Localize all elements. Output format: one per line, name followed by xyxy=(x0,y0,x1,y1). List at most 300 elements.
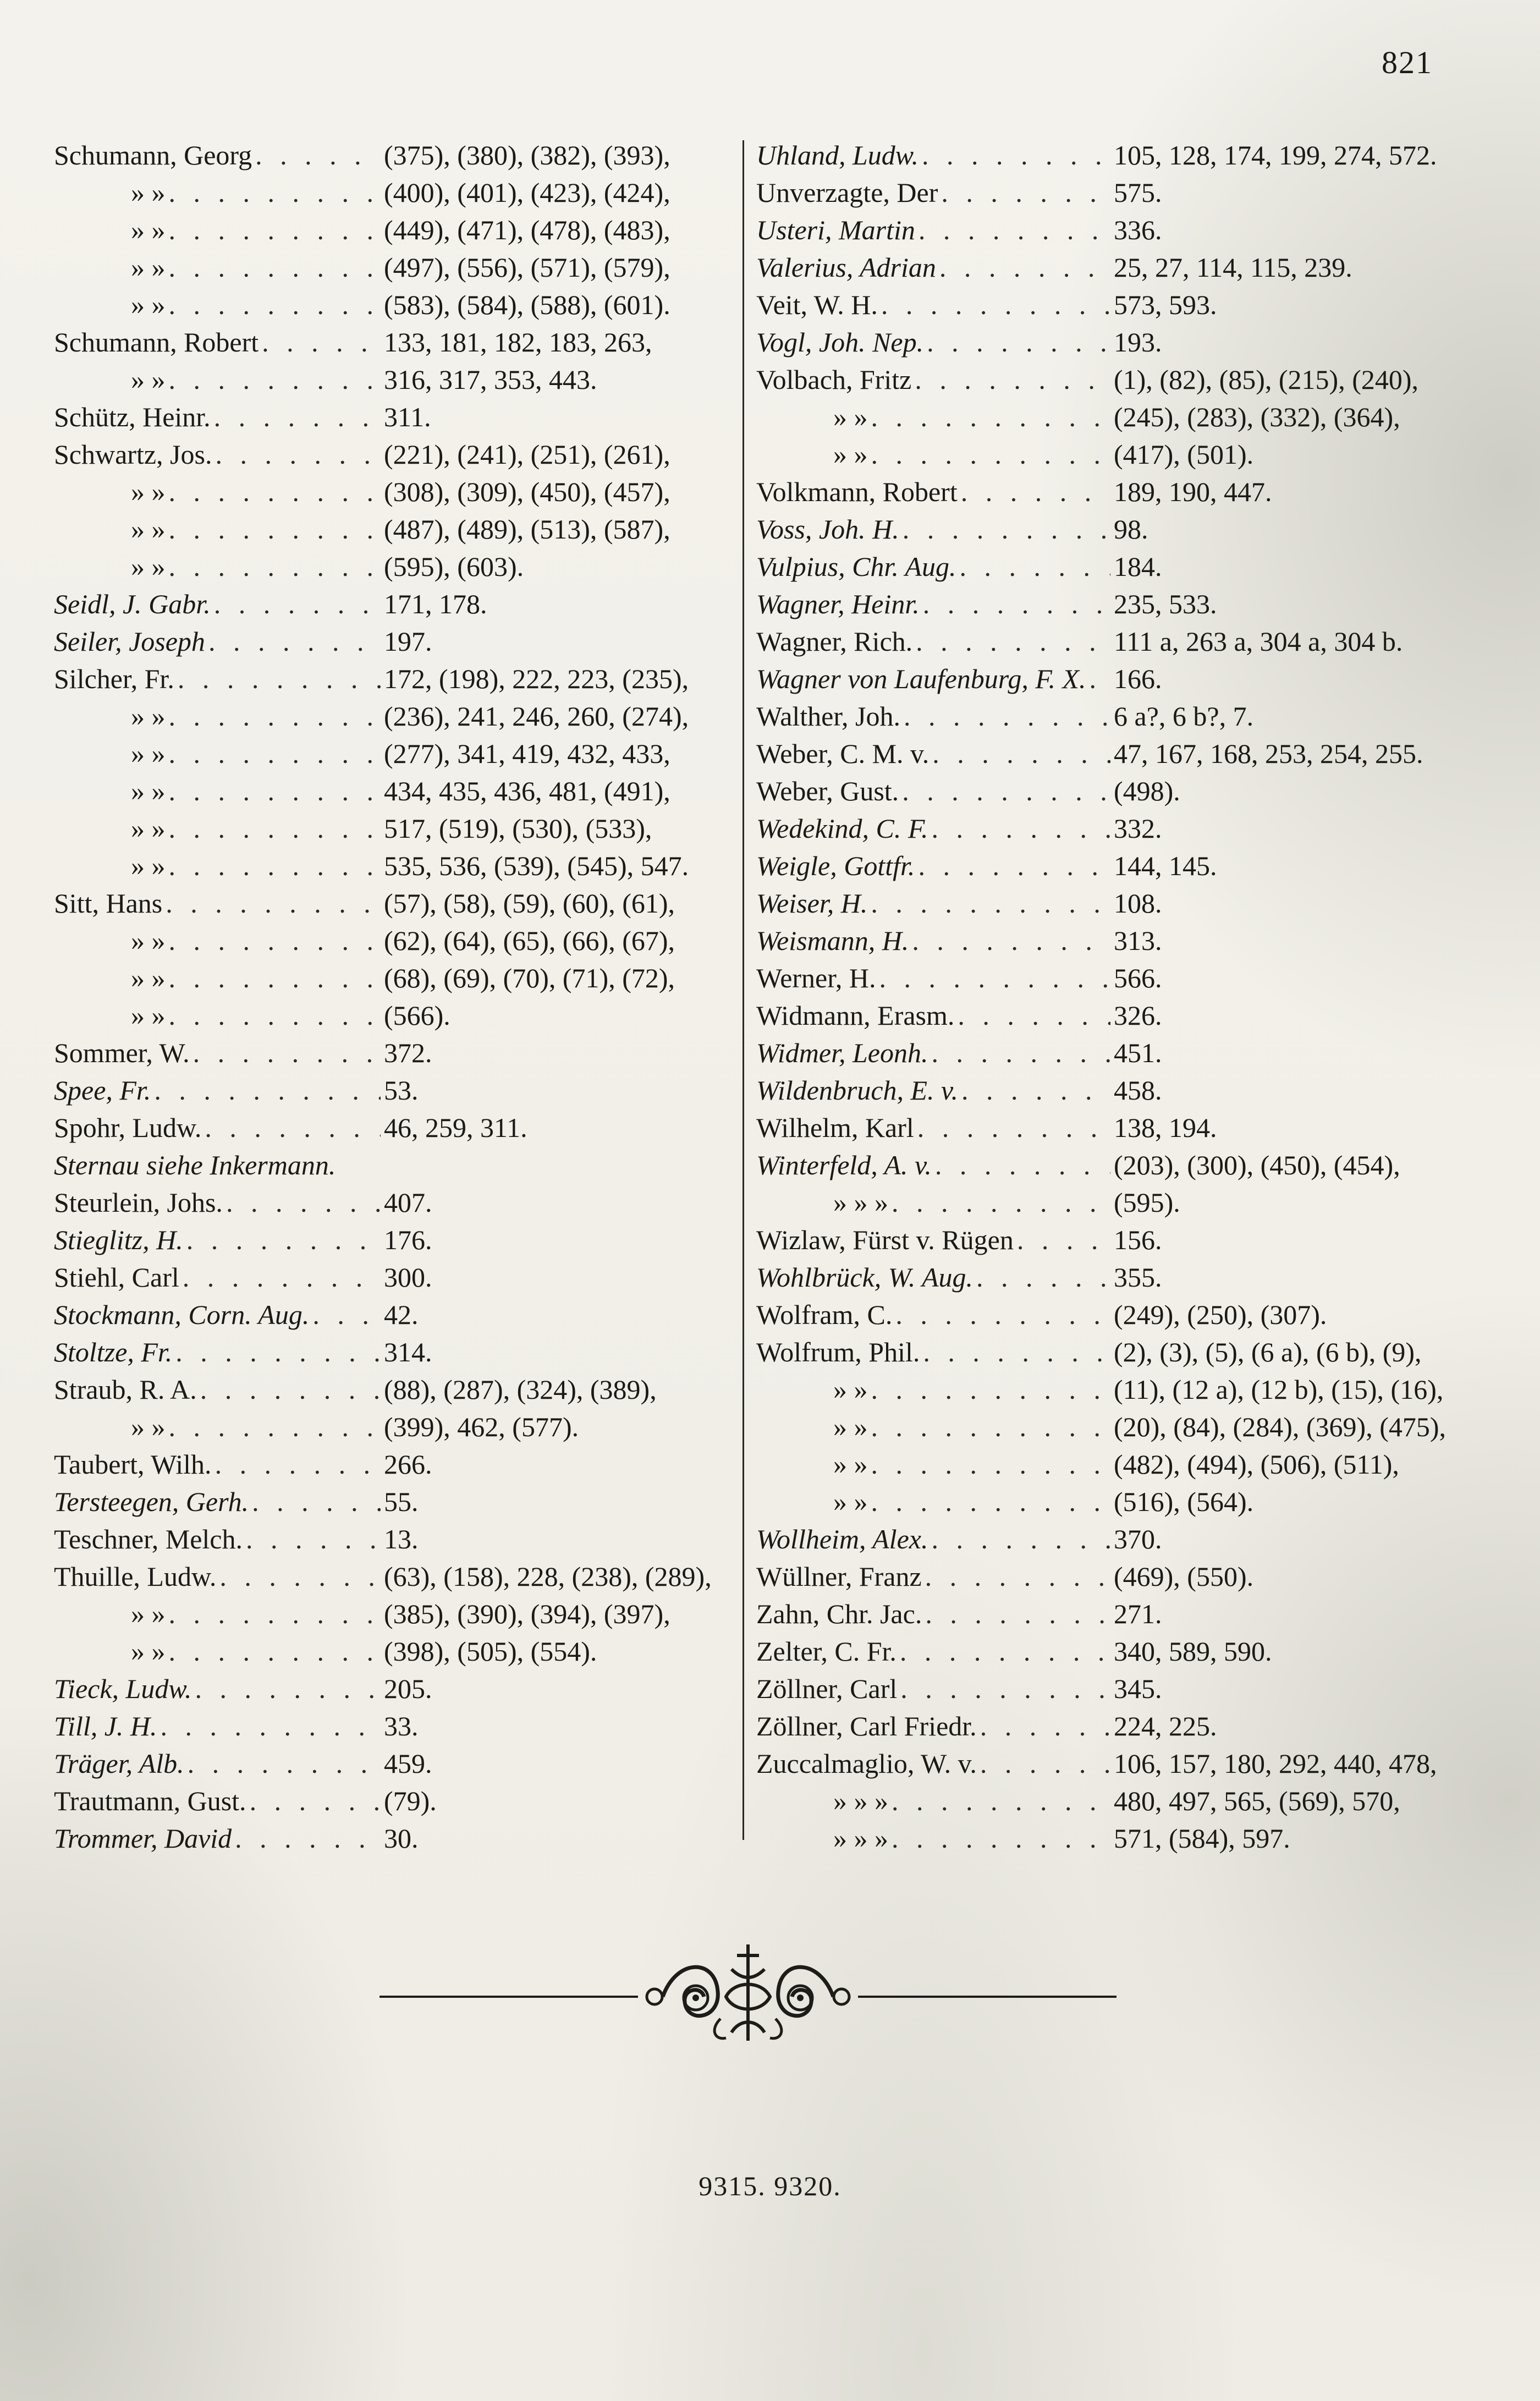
page-references: 326. xyxy=(1114,1000,1162,1031)
index-entry xyxy=(756,136,1466,174)
composer-name: Zahn, Chr. Jac. xyxy=(756,1598,922,1629)
dot-leader xyxy=(205,1109,381,1146)
dot-leader xyxy=(900,1633,1110,1670)
dot-leader xyxy=(169,922,381,959)
ditto-mark: » » xyxy=(131,177,166,208)
ditto-mark: » » xyxy=(131,1000,166,1031)
composer-name: Sternau siehe Inkermann. xyxy=(54,1150,336,1180)
index-entry xyxy=(54,436,736,473)
index-entry xyxy=(756,436,1466,473)
composer-name: Stieglitz, H. xyxy=(54,1224,183,1255)
index-entry xyxy=(54,922,736,959)
ditto-mark: » » xyxy=(833,402,868,432)
dot-leader xyxy=(312,1296,381,1333)
dot-leader xyxy=(169,1633,381,1670)
composer-name: Uhland, Ludw. xyxy=(756,140,919,171)
composer-name: Spee, Fr. xyxy=(54,1075,151,1106)
composer-name: Stoltze, Fr. xyxy=(54,1337,173,1367)
index-entry xyxy=(756,847,1466,884)
composer-name: Wüllner, Franz xyxy=(756,1561,922,1592)
composer-name: Tieck, Ludw. xyxy=(54,1673,192,1704)
page-references: 314. xyxy=(384,1337,432,1367)
index-entry xyxy=(756,1146,1466,1184)
page-references: 30. xyxy=(384,1823,419,1854)
page-references: 171, 178. xyxy=(384,589,487,619)
index-entry xyxy=(54,1109,736,1146)
index-entry xyxy=(756,1820,1466,1857)
index-entry xyxy=(756,1670,1466,1707)
index-entry xyxy=(54,136,736,174)
index-entry xyxy=(54,585,736,623)
index-column-left xyxy=(54,136,736,1857)
dot-leader xyxy=(916,623,1110,660)
dot-leader xyxy=(923,585,1110,623)
index-entry xyxy=(54,473,736,510)
composer-name: Trommer, David xyxy=(54,1823,232,1854)
index-entry xyxy=(54,1296,736,1333)
dot-leader xyxy=(871,1446,1111,1483)
index-entry xyxy=(756,810,1466,847)
composer-name: Straub, R. A. xyxy=(54,1374,197,1405)
dot-leader xyxy=(912,922,1110,959)
page-references: (20), (84), (284), (369), (475), xyxy=(1114,1411,1447,1442)
composer-name: Weismann, H. xyxy=(756,925,909,956)
index-entry xyxy=(756,1558,1466,1595)
composer-name: Wollheim, Alex. xyxy=(756,1524,928,1554)
page-references: 33. xyxy=(384,1711,419,1741)
composer-name: Volkmann, Robert xyxy=(756,476,958,507)
page-references: (595), (603). xyxy=(384,551,524,582)
index-entry xyxy=(54,997,736,1034)
page-references: (277), 341, 419, 432, 433, xyxy=(384,738,670,769)
index-entry xyxy=(54,1333,736,1371)
index-entry xyxy=(54,249,736,286)
dot-leader xyxy=(186,1221,381,1259)
dot-leader xyxy=(214,585,381,623)
index-entry xyxy=(54,1707,736,1745)
index-entry xyxy=(756,884,1466,922)
composer-name: Schwartz, Jos. xyxy=(54,439,212,470)
page-references: 355. xyxy=(1114,1262,1162,1293)
page-references: 459. xyxy=(384,1748,432,1779)
index-entry xyxy=(54,623,736,660)
composer-name: Schütz, Heinr. xyxy=(54,402,211,432)
composer-name: Wohlbrück, W. Aug. xyxy=(756,1262,973,1293)
ditto-mark: » » xyxy=(833,1449,868,1480)
page-references: (203), (300), (450), (454), xyxy=(1114,1150,1400,1180)
page-references: (498). xyxy=(1114,776,1180,806)
dot-leader xyxy=(178,660,381,697)
index-entry xyxy=(54,847,736,884)
index-entry xyxy=(54,174,736,211)
dot-leader xyxy=(246,1520,381,1558)
composer-name: Zöllner, Carl Friedr. xyxy=(756,1711,977,1741)
dot-leader xyxy=(932,1034,1111,1072)
dot-leader xyxy=(154,1072,381,1109)
dot-leader xyxy=(214,398,381,436)
ditto-mark: » » xyxy=(131,701,166,732)
dot-leader xyxy=(169,959,381,997)
page-references: 193. xyxy=(1114,327,1162,358)
dot-leader xyxy=(255,136,381,174)
dot-leader xyxy=(895,1296,1110,1333)
index-entry xyxy=(54,810,736,847)
composer-name: Zöllner, Carl xyxy=(756,1673,898,1704)
dot-leader xyxy=(200,1371,381,1408)
ditto-mark: » » xyxy=(131,476,166,507)
composer-name: Weigle, Gottfr. xyxy=(756,850,915,881)
index-entry xyxy=(54,1670,736,1707)
dot-leader xyxy=(927,323,1110,361)
index-entry xyxy=(54,1259,736,1296)
index-entry xyxy=(756,959,1466,997)
ditto-mark: » » xyxy=(833,1486,868,1517)
dot-leader xyxy=(169,174,381,211)
composer-name: Zuccalmaglio, W. v. xyxy=(756,1748,977,1779)
page-references: (375), (380), (382), (393), xyxy=(384,140,670,171)
page-references: 336. xyxy=(1114,215,1162,245)
index-entry xyxy=(54,1820,736,1857)
page-references: 372. xyxy=(384,1037,432,1068)
index-entry xyxy=(54,1408,736,1446)
index-entry xyxy=(54,548,736,585)
ditto-mark: » » xyxy=(131,738,166,769)
dot-leader xyxy=(169,847,381,884)
dot-leader xyxy=(871,436,1111,473)
index-entry xyxy=(54,1446,736,1483)
footer-plate-code: 9315. 9320. xyxy=(698,2171,842,2201)
dot-leader xyxy=(932,735,1110,772)
page-references: (449), (471), (478), (483), xyxy=(384,215,670,245)
ditto-mark: » » xyxy=(131,551,166,582)
page-references: (2), (3), (5), (6 a), (6 b), (9), xyxy=(1114,1337,1422,1367)
dot-leader xyxy=(250,1782,381,1820)
page-references: 407. xyxy=(384,1187,432,1218)
index-entry xyxy=(756,1707,1466,1745)
index-entry xyxy=(756,323,1466,361)
page-references: (1), (82), (85), (215), (240), xyxy=(1114,364,1419,395)
page-references: 566. xyxy=(1114,963,1162,993)
index-entry xyxy=(54,1745,736,1782)
index-entry xyxy=(54,1184,736,1221)
composer-name: Veit, W. H. xyxy=(756,289,878,320)
composer-name: Wildenbruch, E. v. xyxy=(756,1075,959,1106)
dot-leader xyxy=(169,249,381,286)
dot-leader xyxy=(918,847,1110,884)
dot-leader xyxy=(871,1408,1111,1446)
page-references: 313. xyxy=(1114,925,1162,956)
dot-leader xyxy=(195,1670,381,1707)
index-entry xyxy=(54,660,736,697)
ditto-mark: » » » xyxy=(833,1823,888,1854)
dot-leader xyxy=(161,1707,381,1745)
page-references: 111 a, 263 a, 304 a, 304 b. xyxy=(1114,626,1403,657)
composer-name: Till, J. H. xyxy=(54,1711,157,1741)
composer-name: Walther, Joh. xyxy=(756,701,900,732)
page-references: 172, (198), 222, 223, (235), xyxy=(384,663,689,694)
composer-name: Winterfeld, A. v. xyxy=(756,1150,932,1180)
index-entry xyxy=(756,1633,1466,1670)
index-entry xyxy=(54,959,736,997)
page-references: 176. xyxy=(384,1224,432,1255)
ditto-mark: » » xyxy=(131,925,166,956)
page-references: 316, 317, 353, 443. xyxy=(384,364,597,395)
composer-name: Weber, C. M. v. xyxy=(756,738,930,769)
composer-name: Vulpius, Chr. Aug. xyxy=(756,551,956,582)
index-entry xyxy=(54,1371,736,1408)
page-references: 345. xyxy=(1114,1673,1162,1704)
composer-name: Wizlaw, Fürst v. Rügen xyxy=(756,1224,1014,1255)
composer-name: Stiehl, Carl xyxy=(54,1262,179,1293)
index-entry xyxy=(756,1333,1466,1371)
page-references: 53. xyxy=(384,1075,419,1106)
page-references: 197. xyxy=(384,626,432,657)
page-references: 573, 593. xyxy=(1114,289,1217,320)
dot-leader xyxy=(925,1595,1110,1633)
dot-leader xyxy=(169,810,381,847)
page-references: 105, 128, 174, 199, 274, 572. xyxy=(1114,140,1437,171)
index-entry xyxy=(756,286,1466,323)
page-number: 821 xyxy=(1382,45,1433,80)
composer-name: Zelter, C. Fr. xyxy=(756,1636,897,1667)
index-entry xyxy=(756,1296,1466,1333)
index-entry xyxy=(756,623,1466,660)
page-references: 189, 190, 447. xyxy=(1114,476,1272,507)
page-references: 458. xyxy=(1114,1075,1162,1106)
index-entry xyxy=(756,174,1466,211)
ditto-mark: » » xyxy=(131,963,166,993)
index-entry xyxy=(54,510,736,548)
dot-leader xyxy=(183,1259,381,1296)
composer-name: Wagner von Laufenburg, F. X. xyxy=(756,663,1086,694)
page-references: (497), (556), (571), (579), xyxy=(384,252,670,283)
page-references: 535, 536, (539), (545), 547. xyxy=(384,850,689,881)
dot-leader xyxy=(925,1558,1110,1595)
page-references: (595). xyxy=(1114,1187,1180,1218)
composer-name: Teschner, Melch. xyxy=(54,1524,243,1554)
composer-name: Wagner, Rich. xyxy=(756,626,913,657)
composer-name: Träger, Alb. xyxy=(54,1748,184,1779)
dot-leader xyxy=(262,323,381,361)
dot-leader xyxy=(917,1109,1110,1146)
dot-leader xyxy=(169,1595,381,1633)
page-references: 370. xyxy=(1114,1524,1162,1554)
ditto-mark: » » xyxy=(131,850,166,881)
index-entry xyxy=(756,697,1466,735)
page-references: 156. xyxy=(1114,1224,1162,1255)
ditto-mark: » » » xyxy=(833,1187,888,1218)
page-references: 108. xyxy=(1114,888,1162,919)
page-references: 517, (519), (530), (533), xyxy=(384,813,652,844)
index-entry xyxy=(54,735,736,772)
dot-leader xyxy=(871,1371,1111,1408)
page-references: (516), (564). xyxy=(1114,1486,1254,1517)
index-entry xyxy=(54,697,736,735)
index-entry xyxy=(756,1184,1466,1221)
page-references: 575. xyxy=(1114,177,1162,208)
page-references: (398), (505), (554). xyxy=(384,1636,597,1667)
decorative-ornament xyxy=(380,1936,1116,2046)
page-references: (487), (489), (513), (587), xyxy=(384,514,670,545)
composer-name: Volbach, Fritz xyxy=(756,364,912,395)
dot-leader xyxy=(166,884,381,922)
ditto-mark: » » xyxy=(131,514,166,545)
index-entry xyxy=(756,1483,1466,1520)
index-entry xyxy=(756,1446,1466,1483)
composer-name: Wedekind, C. F. xyxy=(756,813,928,844)
dot-leader xyxy=(980,1745,1110,1782)
page-references: (417), (501). xyxy=(1114,439,1254,470)
composer-name: Wolfram, C. xyxy=(756,1299,893,1330)
index-entry xyxy=(756,1371,1466,1408)
index-entry xyxy=(756,548,1466,585)
index-entry xyxy=(756,361,1466,398)
page-references: (68), (69), (70), (71), (72), xyxy=(384,963,675,993)
dot-leader xyxy=(871,884,1110,922)
ditto-mark: » » xyxy=(131,813,166,844)
index-entry xyxy=(54,361,736,398)
ditto-mark: » » xyxy=(833,1374,868,1405)
index-entry xyxy=(756,1782,1466,1820)
index-entry xyxy=(756,211,1466,249)
index-entry xyxy=(54,1221,736,1259)
dot-leader xyxy=(919,211,1110,249)
dot-leader xyxy=(235,1820,381,1857)
composer-name: Stockmann, Corn. Aug. xyxy=(54,1299,310,1330)
index-entry xyxy=(54,286,736,323)
index-entry xyxy=(756,398,1466,436)
composer-name: Trautmann, Gust. xyxy=(54,1785,246,1816)
index-column-right xyxy=(756,136,1466,1857)
index-entry xyxy=(756,1221,1466,1259)
composer-name: Seiler, Joseph xyxy=(54,626,205,657)
dot-leader xyxy=(931,810,1110,847)
composer-name: Werner, H. xyxy=(756,963,876,993)
dot-leader xyxy=(169,510,381,548)
dot-leader xyxy=(215,436,381,473)
index-entry xyxy=(756,1408,1466,1446)
index-entry xyxy=(756,1745,1466,1782)
page-references: 166. xyxy=(1114,663,1162,694)
page-references: (399), 462, (577). xyxy=(384,1411,579,1442)
index-entry xyxy=(54,1520,736,1558)
composer-name: Widmer, Leonh. xyxy=(756,1037,928,1068)
index-entry xyxy=(756,1072,1466,1109)
index-entry xyxy=(54,1633,736,1670)
dot-leader xyxy=(871,1483,1111,1520)
dot-leader xyxy=(941,174,1110,211)
composer-name: Sitt, Hans xyxy=(54,888,163,919)
page-references: 224, 225. xyxy=(1114,1711,1217,1741)
dot-leader xyxy=(902,772,1110,810)
composer-name: Sommer, W. xyxy=(54,1037,190,1068)
index-entry xyxy=(756,585,1466,623)
index-entry xyxy=(756,510,1466,548)
dot-leader xyxy=(169,361,381,398)
page-references: (236), 241, 246, 260, (274), xyxy=(384,701,689,732)
ditto-mark: » » xyxy=(833,1411,868,1442)
page-references: 55. xyxy=(384,1486,419,1517)
dot-leader xyxy=(961,473,1110,510)
dot-leader xyxy=(169,697,381,735)
page-references: 46, 259, 311. xyxy=(384,1112,527,1143)
dot-leader xyxy=(169,735,381,772)
dot-leader xyxy=(923,1333,1110,1371)
index-entry xyxy=(756,997,1466,1034)
page-references: 25, 27, 114, 115, 239. xyxy=(1114,252,1352,283)
index-entry xyxy=(756,473,1466,510)
dot-leader xyxy=(903,510,1110,548)
page-references: (469), (550). xyxy=(1114,1561,1254,1592)
index-entry xyxy=(54,1782,736,1820)
composer-name: Thuille, Ludw. xyxy=(54,1561,217,1592)
index-entry xyxy=(54,398,736,436)
dot-leader xyxy=(976,1259,1110,1296)
composer-name: Usteri, Martin xyxy=(756,215,915,245)
page-references: 184. xyxy=(1114,551,1162,582)
dot-leader xyxy=(169,1408,381,1446)
composer-name: Tersteegen, Gerh. xyxy=(54,1486,249,1517)
page-references: 98. xyxy=(1114,514,1148,545)
composer-name: Weiser, H. xyxy=(756,888,868,919)
page-references: 235, 533. xyxy=(1114,589,1217,619)
dot-leader xyxy=(1017,1221,1110,1259)
dot-leader xyxy=(169,286,381,323)
composer-name: Voss, Joh. H. xyxy=(756,514,899,545)
ditto-mark: » » xyxy=(131,364,166,395)
index-entry xyxy=(756,1109,1466,1146)
composer-name: Valerius, Adrian xyxy=(756,252,936,283)
dot-leader xyxy=(219,1558,381,1595)
dot-leader xyxy=(188,1745,381,1782)
page-references: 332. xyxy=(1114,813,1162,844)
page-references: (62), (64), (65), (66), (67), xyxy=(384,925,675,956)
ditto-mark: » » » xyxy=(833,1785,888,1816)
composer-name: Silcher, Fr. xyxy=(54,663,174,694)
composer-name: Wagner, Heinr. xyxy=(756,589,920,619)
dot-leader xyxy=(939,249,1110,286)
index-entry xyxy=(54,1558,736,1595)
index-entry xyxy=(756,1259,1466,1296)
page-references: 271. xyxy=(1114,1598,1162,1629)
dot-leader xyxy=(215,1446,381,1483)
composer-name: Spohr, Ludw. xyxy=(54,1112,202,1143)
page-references: 144, 145. xyxy=(1114,850,1217,881)
composer-name: Steurlein, Johs. xyxy=(54,1187,223,1218)
page-references: (11), (12 a), (12 b), (15), (16), xyxy=(1114,1374,1444,1405)
page-references: 42. xyxy=(384,1299,419,1330)
index-entry xyxy=(756,922,1466,959)
composer-name: Seidl, J. Gabr. xyxy=(54,589,211,619)
dot-leader xyxy=(1090,660,1110,697)
index-entry xyxy=(54,1072,736,1109)
page-references: 434, 435, 436, 481, (491), xyxy=(384,776,670,806)
page-references: 480, 497, 565, (569), 570, xyxy=(1114,1785,1400,1816)
index-entry xyxy=(54,323,736,361)
page-references: (566). xyxy=(384,1000,450,1031)
page-references: 266. xyxy=(384,1449,432,1480)
page-references: 571, (584), 597. xyxy=(1114,1823,1290,1854)
index-entry xyxy=(756,735,1466,772)
dot-leader xyxy=(169,211,381,249)
composer-name: Schumann, Robert xyxy=(54,327,259,358)
dot-leader xyxy=(871,398,1111,436)
dot-leader xyxy=(881,286,1110,323)
page-references: (385), (390), (394), (397), xyxy=(384,1598,670,1629)
page-references: (308), (309), (450), (457), xyxy=(384,476,670,507)
page-references: 47, 167, 168, 253, 254, 255. xyxy=(1114,738,1423,769)
ditto-mark: » » xyxy=(833,439,868,470)
